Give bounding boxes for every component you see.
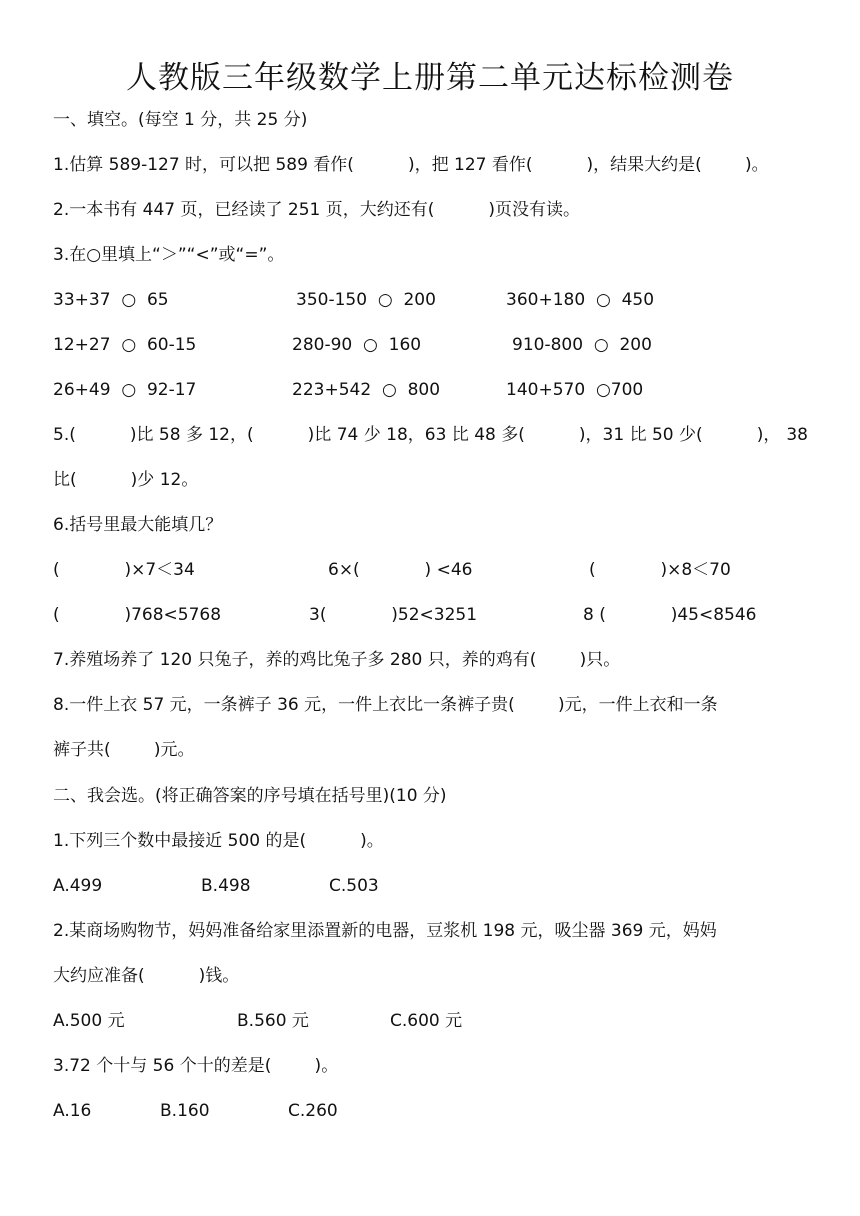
question-1-6: 6.括号里最大能填几？ bbox=[53, 515, 223, 535]
question-1-1: 1.估算 589-127 时，可以把 589 看作( )，把 127 看作( )，结果大约是( )。 bbox=[53, 155, 769, 175]
compare-item: 280-90 ○ 160 bbox=[292, 335, 422, 355]
compare-item: 33+37 ○ 65 bbox=[53, 290, 169, 310]
question-1-5-line1 bbox=[53, 423, 808, 447]
option-a: A.499 bbox=[53, 876, 103, 896]
question-1-8-line1: 8.一件上衣 57 元，一条裤子 36 元，一件上衣比一条裤子贵( )元，一件上衣和一条 bbox=[53, 695, 718, 715]
question-1-8-line2: 裤子共( )元。 bbox=[53, 740, 195, 760]
option-b: B.160 bbox=[160, 1101, 210, 1121]
page-title: 人教版三年级数学上册第二单元达标检测卷 bbox=[126, 60, 734, 96]
question-1-7: 7.养殖场养了 120 只兔子，养的鸡比兔子多 280 只，养的鸡有( )只。 bbox=[53, 650, 621, 670]
fill-item: 8 ( )45<8546 bbox=[583, 605, 757, 625]
question-2-2-line2: 大约应准备( )钱。 bbox=[53, 966, 240, 986]
fill-item: ( )×8＜70 bbox=[589, 560, 731, 580]
compare-item: 26+49 ○ 92-17 bbox=[53, 380, 197, 400]
section1-heading: 一、填空。(每空 1 分，共 25 分) bbox=[53, 110, 308, 130]
option-c: C.600 元 bbox=[390, 1011, 463, 1031]
compare-item: 910-800 ○ 200 bbox=[512, 335, 652, 355]
compare-item: 12+27 ○ 60-15 bbox=[53, 335, 197, 355]
question-2-2-line1: 2.某商场购物节，妈妈准备给家里添置新的电器，豆浆机 198 元，吸尘器 369 元，妈妈 bbox=[53, 921, 717, 941]
option-a: A.500 元 bbox=[53, 1011, 125, 1031]
fill-item: ( )768<5768 bbox=[53, 605, 222, 625]
option-c: C.503 bbox=[329, 876, 379, 896]
section2-heading: 二、我会选。(将正确答案的序号填在括号里)(10 分) bbox=[53, 786, 447, 806]
option-a: A.16 bbox=[53, 1101, 92, 1121]
compare-item: 350-150 ○ 200 bbox=[296, 290, 436, 310]
question-1-5-line2: 比( )少 12。 bbox=[53, 470, 199, 490]
question-2-3: 3.72 个十与 56 个十的差是( )。 bbox=[53, 1056, 339, 1076]
fill-item: 3( )52<3251 bbox=[309, 605, 478, 625]
fill-item: 6×( ) <46 bbox=[328, 560, 473, 580]
compare-item: 223+542 ○ 800 bbox=[292, 380, 441, 400]
question-1-3: 3.在○里填上“＞”“<”或“=”。 bbox=[53, 245, 285, 265]
option-c: C.260 bbox=[288, 1101, 338, 1121]
question-1-5-text: 5.( )比 58 多 12，( )比 74 少 18，63 比 48 多( )，31 比 50 少( )， bbox=[53, 425, 781, 445]
option-b: B.498 bbox=[201, 876, 251, 896]
compare-item: 140+570 ○700 bbox=[506, 380, 644, 400]
question-1-2: 2.一本书有 447 页，已经读了 251 页，大约还有( )页没有读。 bbox=[53, 200, 581, 220]
fill-item: ( )×7＜34 bbox=[53, 560, 195, 580]
question-2-1: 1.下列三个数中最接近 500 的是( )。 bbox=[53, 831, 384, 851]
option-b: B.560 元 bbox=[237, 1011, 309, 1031]
compare-item: 360+180 ○ 450 bbox=[506, 290, 655, 310]
question-1-5-tail: 38 bbox=[786, 425, 808, 445]
